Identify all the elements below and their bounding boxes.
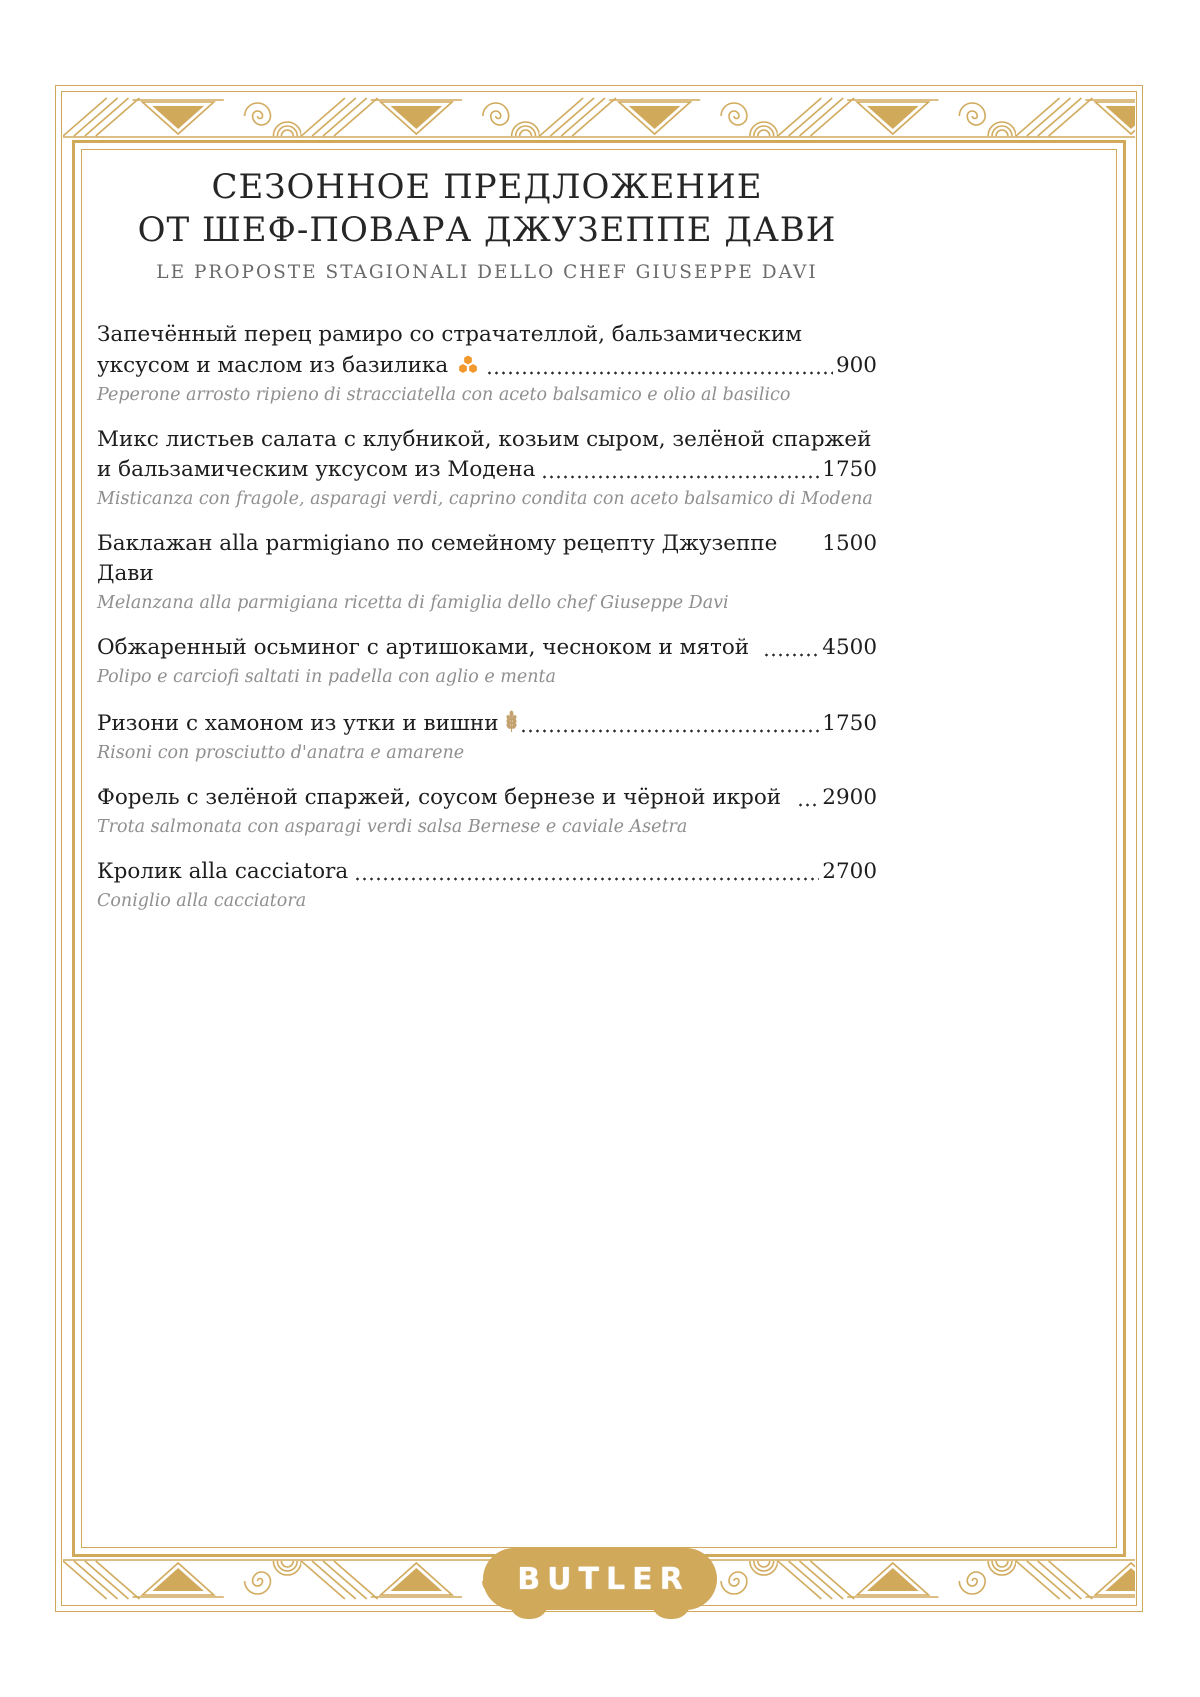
dish-description-italian: Polipo e carciofi saltati in padella con aglio e menta — [97, 667, 556, 687]
page-title — [97, 166, 877, 252]
menu-items-list — [97, 320, 877, 914]
dish-leader-row — [97, 350, 877, 381]
menu-item — [97, 633, 877, 690]
dish-leader-row — [97, 707, 877, 739]
dish-name: Форель с зелёной спаржей, соусом бернезе и чёрной икрой — [97, 785, 782, 810]
dish-price: 1750 — [822, 711, 877, 736]
dish-name: Микс листьев салата с клубникой, козьим сыром, зелёной спаржей — [97, 427, 872, 452]
dish-name: Баклажан alla parmigiano по семейному рецепту Джузеппе Дави — [97, 531, 778, 586]
dish-description-italian: Peperone arrosto ripieno di stracciatella con aceto balsamico e olio al basilico — [97, 385, 791, 405]
wheat-ear-icon — [505, 710, 518, 742]
brand-logo-pill — [483, 1548, 717, 1610]
dotted-leader — [541, 464, 819, 486]
menu-item — [97, 707, 877, 766]
dish-leader-row — [97, 633, 877, 663]
dish-price: 4500 — [822, 635, 877, 660]
dotted-leader — [520, 718, 820, 740]
dish-name: Запечённый перец рамиро со страчателлой, бальзамическим — [97, 322, 802, 347]
page-title-line2: ОТ ШЕФ-ПОВАРА ДЖУЗЕППЕ ДАВИ — [137, 210, 837, 250]
art-deco-frieze-top — [63, 90, 1135, 142]
dish-name-continued: и бальзамическим уксусом из Модена — [97, 457, 536, 482]
dish-leader-row — [97, 529, 877, 589]
dish-price: 2900 — [822, 785, 877, 810]
dish-description-italian: Trota salmonata con asparagi verdi salsa Bernese e caviale Asetra — [97, 817, 688, 837]
dotted-leader — [486, 360, 833, 382]
dish-description-italian: Misticanza con fragole, asparagi verdi, caprino condita con aceto balsamico di Modena — [97, 489, 873, 509]
dotted-leader — [763, 642, 819, 664]
dish-description-italian: Coniglio alla cacciatora — [97, 891, 307, 911]
menu-content — [97, 150, 877, 931]
dish-leader-row — [97, 455, 877, 485]
page-subtitle: LE PROPOSTE STAGIONALI DELLO CHEF GIUSEPPE DAVI — [156, 262, 818, 283]
dish-name: Кролик alla cacciatora — [97, 859, 349, 884]
dotted-leader — [354, 866, 819, 888]
dish-description-italian: Melanzana alla parmigiana ricetta di famiglia dello chef Giuseppe Davi — [97, 593, 729, 613]
dish-description-italian: Risoni con prosciutto d'anatra e amarene — [97, 743, 465, 763]
dish-price: 1750 — [822, 457, 877, 482]
dish-leader-row — [97, 857, 877, 887]
dish-price: 900 — [835, 353, 877, 378]
menu-item — [97, 783, 877, 840]
menu-item — [97, 425, 877, 512]
page-title-line1: СЕЗОННОЕ ПРЕДЛОЖЕНИЕ — [211, 167, 763, 207]
menu-item — [97, 529, 877, 616]
dish-price: 2700 — [822, 859, 877, 884]
dish-price: 1500 — [822, 531, 877, 556]
honeycomb-icon — [456, 354, 480, 385]
brand-logo-text: BUTLER — [517, 1561, 690, 1597]
dish-leader-row — [97, 783, 877, 813]
dotted-leader — [797, 792, 819, 814]
dish-name: Обжаренный осьминог с артишоками, чесноком и мятой — [97, 635, 750, 660]
menu-item — [97, 320, 877, 408]
dish-name: Ризони с хамоном из утки и вишни — [97, 711, 499, 736]
menu-item — [97, 857, 877, 914]
dish-name-continued: уксусом и маслом из базилика — [97, 353, 449, 378]
